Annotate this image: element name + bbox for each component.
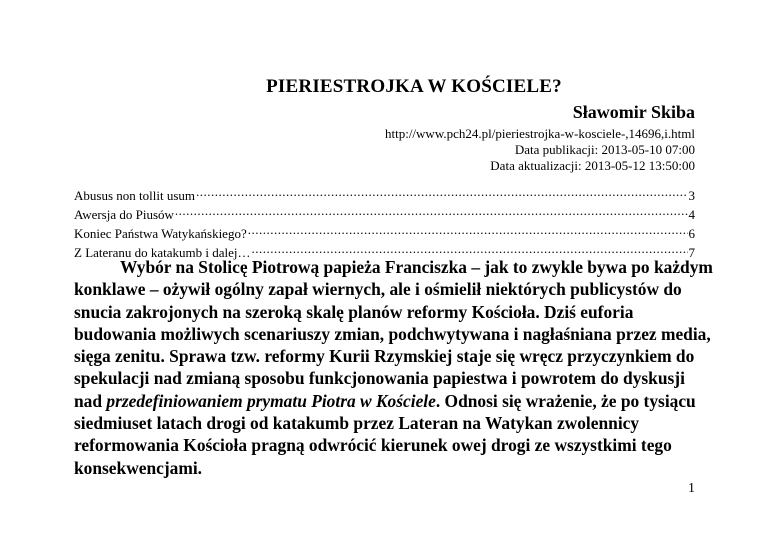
body-paragraph [74,256,714,479]
page-number: 1 [688,481,695,496]
body-text-italic: przedefiniowaniem prymatu Piotra w Kościele [106,390,436,411]
toc-entry-label: Awersja do Piusów [74,207,174,222]
toc-entry-page: 7 [688,245,695,260]
source-url[interactable]: http://www.pch24.pl/pieriestrojka-w-kosciele-,14696,i.html [384,126,695,141]
toc-entry-label: Z Lateranu do katakumb i dalej… [74,245,251,260]
publication-date: Data publikacji: 2013-05-10 07:00 [514,142,695,157]
author-name: Sławomir Skiba [572,102,695,122]
body-text-part2: . Odnosi się wrażenie, że po tysiącu siedmiuset latach drogi od katakumb przez Lateran na Watykan zwolennicy reformowania Kościoła pragną odwrócić kierunek owej drogi ze wszystkimi tego konsekwencjami. [74,390,696,478]
toc-entry-label: Koniec Państwa Watykańskiego? [74,226,247,241]
body-text-part1: Wybór na Stolicę Piotrową papieża Franciszka – jak to zwykle bywa po każdym konklawe – ożywił ogólny zapał wiernych, ale i ośmielił niektórych publicystów do snucia zakrojonych na szeroką skalę planów reformy Kościoła. Dziś euforia budowania możliwych scenariuszy zmian, podchwytywana i nagłaśniana przez media, sięga zenitu. Sprawa tzw. reformy Kurii Rzymskiej staje się wręcz przyczynkiem do spekulacji nad zmianą sposobu funkcjonowania papiestwa i powrotem do dyskusji nad [74,257,713,411]
toc-entry-page: 4 [688,207,695,222]
toc-leader-dots [248,223,688,238]
toc-leader-dots [175,204,688,219]
toc-entry-label: Abusus non tollit usum [74,188,195,203]
toc-entry[interactable] [74,223,695,242]
table-of-contents [74,185,695,261]
toc-leader-dots [196,185,688,200]
toc-entry-page: 3 [688,188,695,203]
toc-leader-dots [252,242,688,257]
toc-entry-page: 6 [688,226,695,241]
toc-entry[interactable] [74,185,695,204]
document-title: PIERIESTROJKA W KOŚCIELE? [266,76,562,97]
update-date: Data aktualizacji: 2013-05-12 13:50:00 [490,158,695,173]
toc-entry[interactable] [74,204,695,223]
